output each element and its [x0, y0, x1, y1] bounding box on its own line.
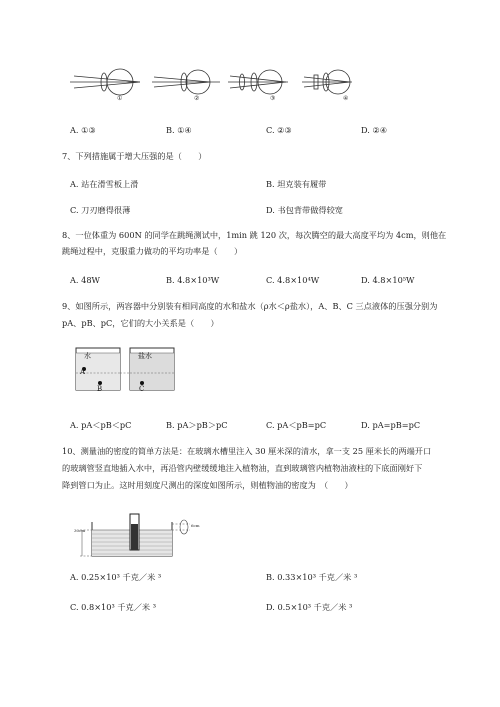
q9-stem-line2: pA、pB、pC，它们的大小关系是（ ）	[62, 318, 219, 328]
eye-diagram-4	[302, 70, 352, 94]
q7-option-c[interactable]: C. 刀刃磨得很薄	[70, 205, 131, 215]
q10-stem-line3: 降到管口为止。这时用刻度尺测出的深度如图所示，则植物油的密度为 （ ）	[62, 480, 353, 490]
q9-stem-line1: 9、如图所示，两容器中分别装有相同高度的水和盐水（ρ水＜ρ盐水），A、B、C 三点液体的压强分别为	[62, 301, 438, 311]
q6-figure-label-1: ①	[117, 95, 123, 102]
q9-option-b[interactable]: B. pA＞pB＞pC	[166, 420, 228, 430]
q9-option-a[interactable]: A. pA＜pB＜pC	[70, 420, 132, 430]
q10-tank-figure	[72, 510, 202, 560]
glass-tube	[130, 514, 139, 550]
q10-label-6cm: 6cm	[191, 523, 200, 528]
q6-figure-label-4: ④	[343, 95, 349, 102]
saltwater-container	[130, 348, 174, 390]
q6-option-c[interactable]: C. ②③	[266, 125, 292, 135]
q9-option-d[interactable]: D. pA=pB=pC	[361, 420, 421, 430]
q10-stem-line2: 的玻璃管竖直地插入水中，再沿管内壁缓缓地注入植物油，直到玻璃管内植物油液柱的下底面刚好下	[62, 463, 423, 473]
q8-option-c[interactable]: C. 4.8×10⁴W	[266, 275, 320, 285]
q8-stem-line2: 跳绳过程中，克服重力做功的平均功率是（ ）	[62, 246, 243, 256]
eye-diagram-3	[228, 70, 288, 94]
q8-option-b[interactable]: B. 4.8×10³W	[166, 275, 220, 285]
q10-label-30cm: 30cm	[74, 528, 86, 533]
q6-eye-figure	[70, 62, 350, 102]
q9-label-a: A	[80, 368, 86, 376]
q7-option-b[interactable]: B. 坦克装有履带	[266, 179, 327, 189]
q10-option-a[interactable]: A. 0.25×10³ 千克／米 ³	[70, 572, 162, 582]
q6-option-d[interactable]: D. ②④	[361, 125, 388, 135]
q6-figure-label-3: ③	[270, 95, 276, 102]
q8-option-a[interactable]: A. 48W	[70, 275, 100, 285]
q9-label-saltwater: 盐水	[138, 352, 152, 360]
q6-figure-label-2: ②	[194, 95, 200, 102]
q6-option-a[interactable]: A. ①③	[70, 125, 96, 135]
q9-label-b: B	[97, 385, 103, 393]
q9-label-water: 水	[84, 352, 91, 360]
q10-stem-line1: 10、测量油的密度的简单方法是：在玻璃水槽里注入 30 厘米深的清水，拿一支 25 厘米长的两端开口	[62, 446, 432, 456]
q9-option-c[interactable]: C. pA＜pB=pC	[266, 420, 327, 430]
q7-option-a[interactable]: A. 站在滑雪板上滑	[70, 179, 139, 189]
q8-option-d[interactable]: D. 4.8×10⁵W	[361, 275, 415, 285]
eye-diagram-2	[152, 70, 220, 94]
q9-label-c: C	[139, 385, 145, 393]
q8-stem-line1: 8、一位体重为 600N 的同学在跳绳测试中，1min 跳 120 次，每次腾空的最大高度平均为 4cm，则他在	[62, 230, 447, 240]
q10-option-b[interactable]: B. 0.33×10³ 千克／米 ³	[266, 572, 358, 582]
q7-option-d[interactable]: D. 书包背带做得较宽	[266, 205, 343, 215]
q7-stem: 7、下列措施属于增大压强的是（ ）	[62, 151, 207, 161]
q6-option-b[interactable]: B. ①④	[166, 125, 192, 135]
q10-option-d[interactable]: D. 0.5×10³ 千克／米 ³	[266, 602, 353, 612]
eye-diagram-1	[70, 69, 140, 95]
q10-option-c[interactable]: C. 0.8×10³ 千克／米 ³	[70, 602, 156, 612]
